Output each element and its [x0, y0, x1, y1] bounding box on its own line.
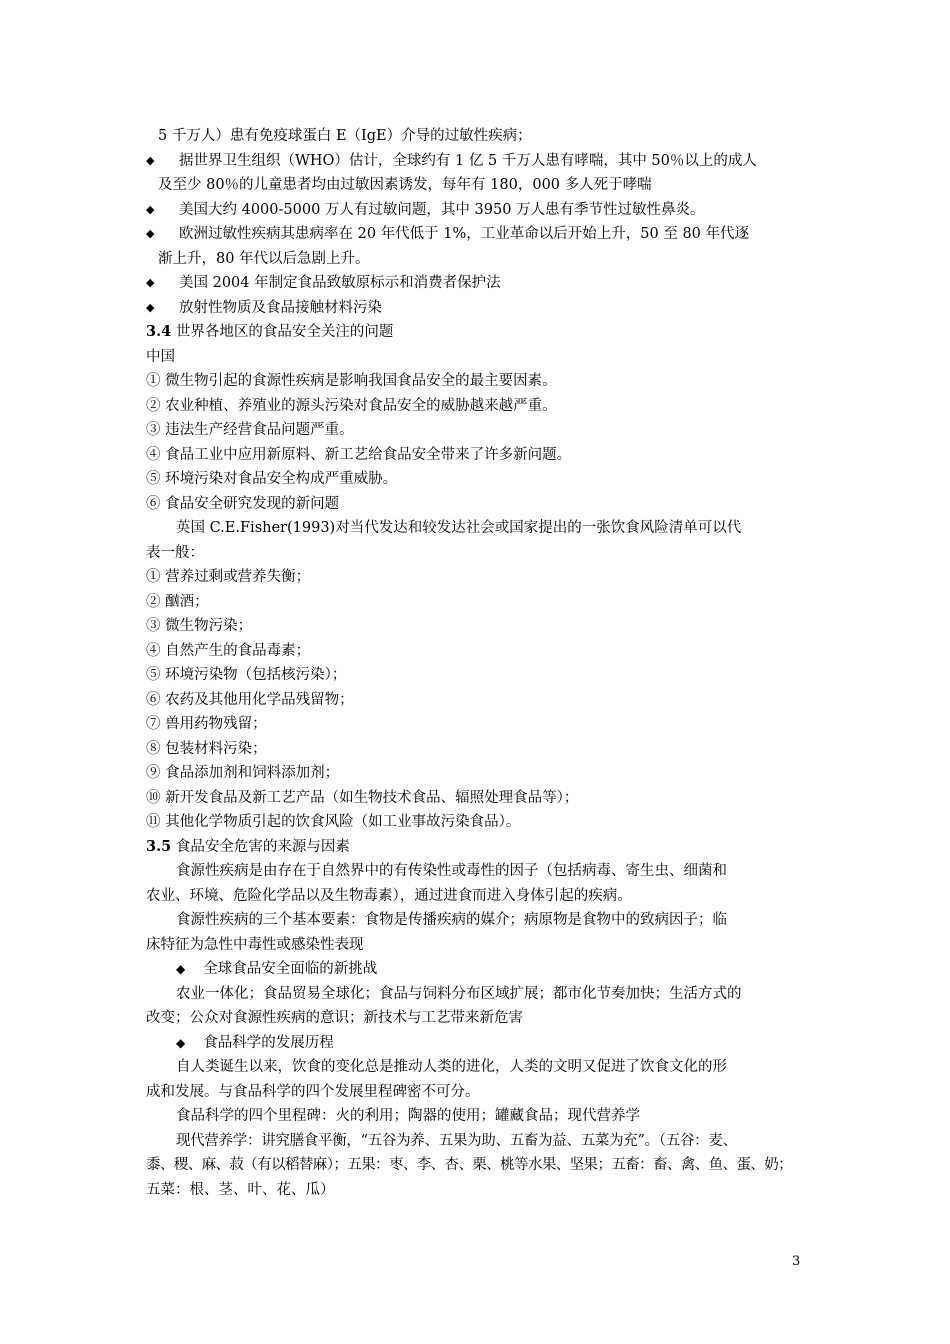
list-item: ⑧ 包装材料污染； [146, 740, 267, 757]
subheading [146, 957, 810, 982]
list-item: ① 营养过剩或营养失衡； [146, 569, 311, 585]
subheading [146, 1031, 810, 1056]
diamond-bullet-icon: ◆ [146, 227, 155, 240]
list-item: ⑥ 农药及其他用化学品残留物； [146, 691, 354, 708]
paragraph-line: 床特征为急性中毒性或感染性表现 [146, 936, 364, 953]
list-item: ⑪ 其他化学物质引起的饮食风险（如工业事故污染食品）。 [146, 814, 521, 830]
paragraph-line: 食源性疾病是由存在于自然界中的有传染性或毒性的因子（包括病毒、寄生虫、细菌和 [176, 863, 727, 879]
list-item: ⑨ 食品添加剂和饲料添加剂； [146, 765, 340, 781]
list-item: ④ 自然产生的食品毒素； [146, 642, 311, 659]
paragraph-line: 表一般： [146, 544, 204, 561]
list-item: ⑤ 环境污染物（包括核污染）； [146, 667, 347, 683]
list-item: ③ 违法生产经营食品问题严重。 [146, 422, 354, 438]
document-body [146, 124, 810, 1202]
diamond-bullet-icon: ◆ [146, 300, 155, 314]
list-item: ② 农业种植、养殖业的源头污染对食品安全的威胁越来越严重。 [146, 397, 557, 414]
list-item: ② 酗酒； [146, 593, 209, 610]
bullet-item [146, 222, 810, 247]
bullet-item [146, 149, 810, 174]
paragraph-line: 现代营养学：讲究膳食平衡，“五谷为养、五果为助、五畜为益、五菜为充”。（五谷：麦、 [176, 1132, 737, 1149]
bullet-text: 据世界卫生组织（WHO）估计，全球约有 1 亿 5 千万人患有哮喘，其中 50％以上的成人 [179, 152, 757, 169]
diamond-bullet-icon: ◆ [176, 962, 186, 976]
bullet-text-cont: 渐上升，80 年代以后急剧上升。 [158, 250, 370, 267]
list-item: ⑤ 环境污染对食品安全构成严重威胁。 [146, 471, 398, 487]
list-item: ⑥ 食品安全研究发现的新问题 [146, 495, 340, 512]
list-item: ④ 食品工业中应用新原料、新工艺给食品安全带来了许多新问题。 [146, 446, 572, 463]
bullet-text: 美国 2004 年制定食品致敏原标示和消费者保护法 [179, 275, 501, 291]
paragraph-line: 英国 C.E.Fisher(1993)对当代发达和较发达社会或国家提出的一张饮食风险清单可以代 [176, 520, 742, 536]
paragraph-line: 食品科学的四个里程碑：火的利用；陶器的使用；罐藏食品；现代营养学 [176, 1108, 640, 1124]
paragraph-line: 黍、稷、麻、菽（有以稻替麻）；五果：枣、李、杏、栗、桃等水果、坚果；五畜：畜、禽、鱼、蛋、奶； [146, 1157, 793, 1173]
diamond-bullet-icon: ◆ [146, 276, 155, 289]
bullet-text: 放射性物质及食品接触材料污染 [179, 299, 382, 316]
bullet-item [146, 198, 810, 223]
bullet-text: 欧洲过敏性疾病其患病率在 20 年代低于 1%，工业革命以后开始上升，50 至 80 年代逐 [179, 226, 750, 242]
list-item: ① 微生物引起的食源性疾病是影响我国食品安全的最主要因素。 [146, 373, 557, 389]
diamond-bullet-icon: ◆ [176, 1035, 186, 1050]
section-title: 食品安全危害的来源与因素 [171, 838, 350, 855]
diamond-bullet-icon: ◆ [146, 153, 155, 167]
subheading-text: 全球食品安全面临的新挑战 [203, 961, 378, 977]
text-line: 5 千万人）患有免疫球蛋白 E（IgE）介导的过敏性疾病； [158, 128, 532, 144]
paragraph-line: 食源性疾病的三个基本要素：食物是传播疾病的媒介；病原物是食物中的致病因子；临 [176, 912, 727, 928]
section-title: 世界各地区的食品安全关注的问题 [171, 324, 394, 340]
paragraph-line: 农业、环境、危险化学品以及生物毒素），通过进食而进入身体引起的疾病。 [146, 887, 632, 904]
bullet-item [146, 296, 810, 321]
paragraph-line: 自人类诞生以来，饮食的变化总是推动人类的进化，人类的文明又促进了饮食文化的形 [176, 1059, 727, 1075]
bullet-text-cont: 及至少 80％的儿童患者均由过敏因素诱发，每年有 180，000 多人死于哮喘 [158, 177, 652, 193]
region-label: 中国 [146, 348, 175, 365]
section-heading-3-5 [146, 835, 810, 860]
diamond-bullet-icon: ◆ [146, 202, 155, 216]
page-number: 3 [792, 1254, 801, 1269]
paragraph-line: 成和发展。与食品科学的四个发展里程碑密不可分。 [146, 1083, 480, 1100]
list-item: ③ 微生物污染； [146, 618, 253, 634]
section-number: 3.4 [146, 323, 172, 340]
list-item: ⑩ 新开发食品及新工艺产品（如生物技术食品、辐照处理食品等）； [146, 789, 579, 806]
section-heading-3-4 [146, 320, 810, 345]
subheading-text: 食品科学的发展历程 [203, 1034, 334, 1051]
paragraph-line: 农业一体化；食品贸易全球化；食品与饲料分布区域扩展；都市化节奏加快；生活方式的 [176, 985, 742, 1002]
bullet-text: 美国大约 4000-5000 万人有过敏问题，其中 3950 万人患有季节性过敏性鼻炎。 [179, 201, 705, 218]
list-item: ⑦ 兽用药物残留； [146, 716, 267, 732]
bullet-item [146, 271, 810, 296]
section-number: 3.5 [146, 837, 172, 855]
paragraph-line: 五菜：根、茎、叶、花、瓜） [146, 1181, 335, 1198]
paragraph-line: 改变；公众对食源性疾病的意识；新技术与工艺带来新危害 [146, 1010, 523, 1026]
